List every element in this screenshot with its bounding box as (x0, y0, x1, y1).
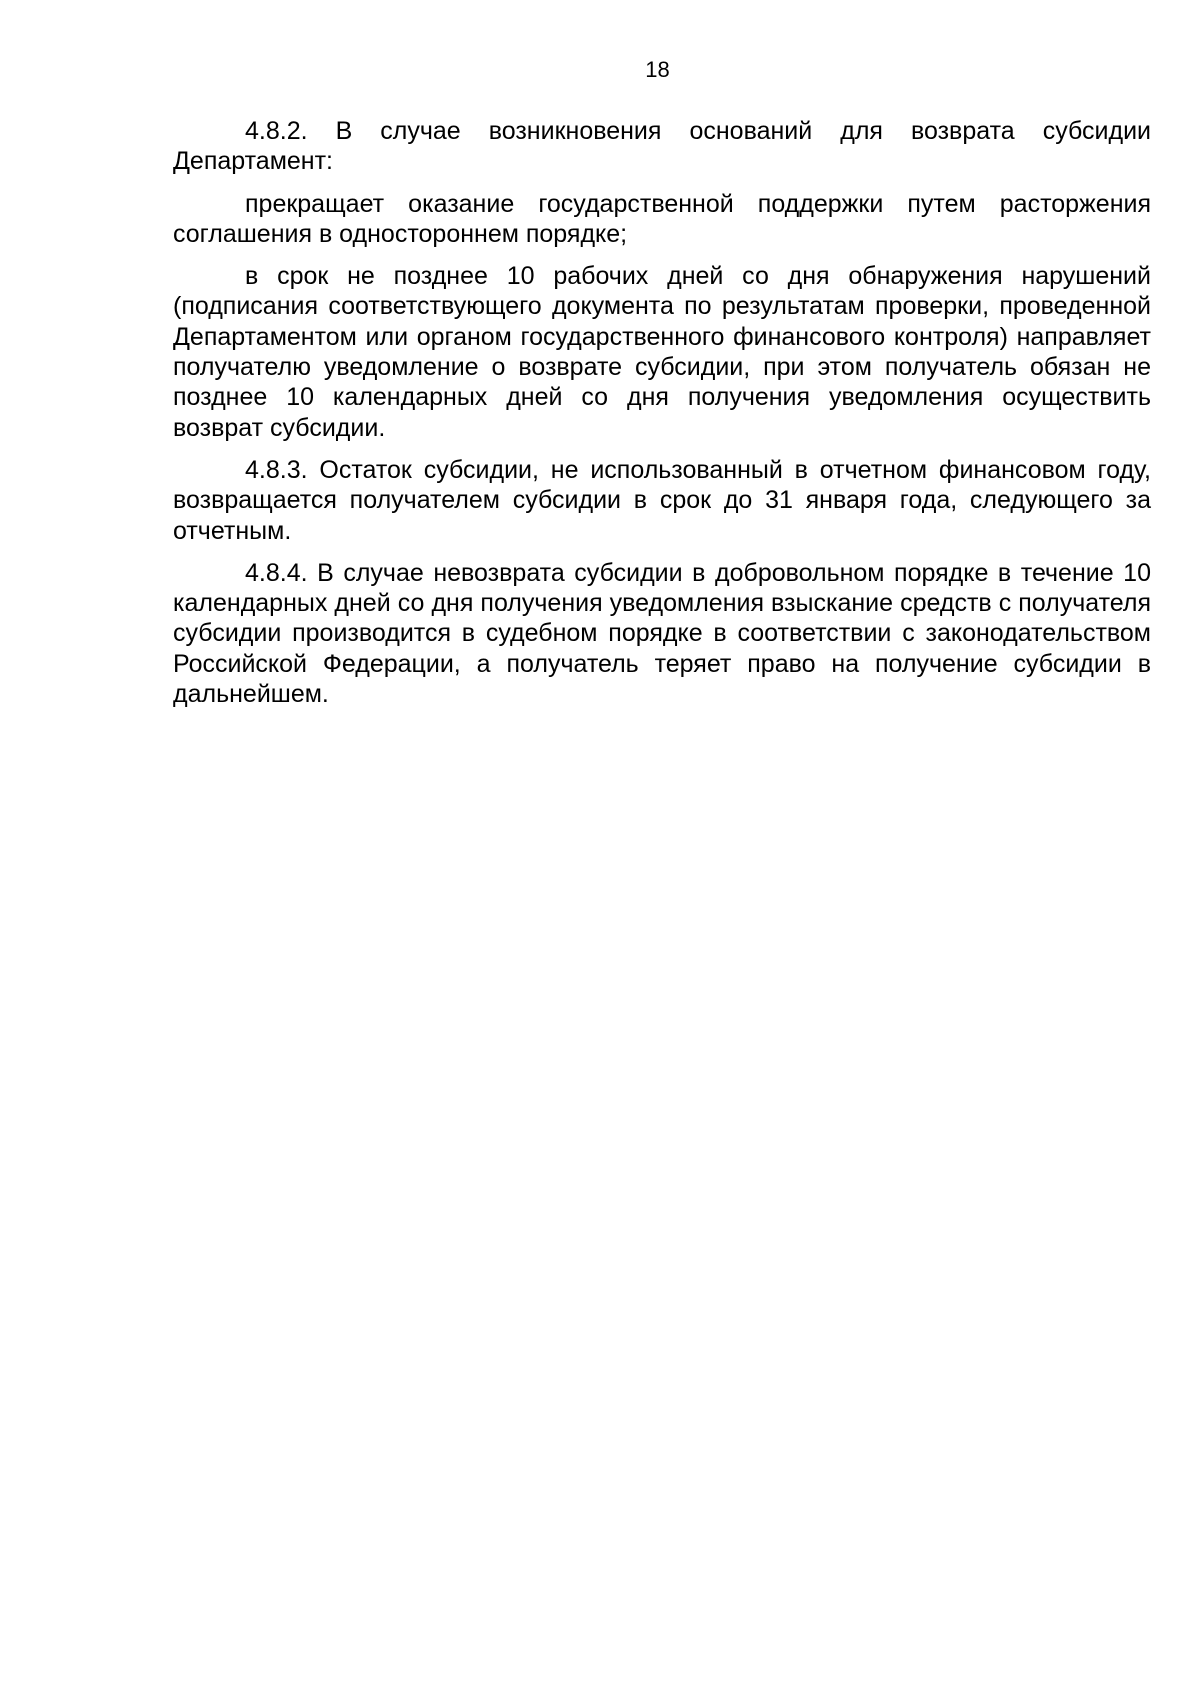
paragraph-termination: прекращает оказание государственной поддержки путем расторжения соглашения в одностороннем порядке; (173, 189, 1151, 248)
page-number: 18 (645, 57, 670, 82)
paragraph-4-8-4: 4.8.4. В случае невозврата субсидии в добровольном порядке в течение 10 календарных дней со дня получения уведомления взыскание средств с получателя субсидии производится в судебном порядке в соответствии с законодательством Российской Федерации, а получатель теряет право на получение субсидии в дальнейшем. (173, 558, 1151, 709)
document-body (173, 116, 1151, 721)
paragraph-4-8-2: 4.8.2. В случае возникновения оснований для возврата субсидии Департамент: (173, 117, 1151, 176)
paragraph-notification: в срок не позднее 10 рабочих дней со дня обнаружения нарушений (подписания соответствующего документа по результатам проверки, проведенной Департаментом или органом государственного финансового контроля) направляет получателю уведомление о возврате субсидии, при этом получатель обязан не позднее 10 календарных дней со дня получения уведомления осуществить возврат субсидии. (173, 262, 1151, 442)
paragraph-4-8-3: 4.8.3. Остаток субсидии, не использованный в отчетном финансовом году, возвращается получателем субсидии в срок до 31 января года, следующего за отчетным. (173, 455, 1151, 545)
